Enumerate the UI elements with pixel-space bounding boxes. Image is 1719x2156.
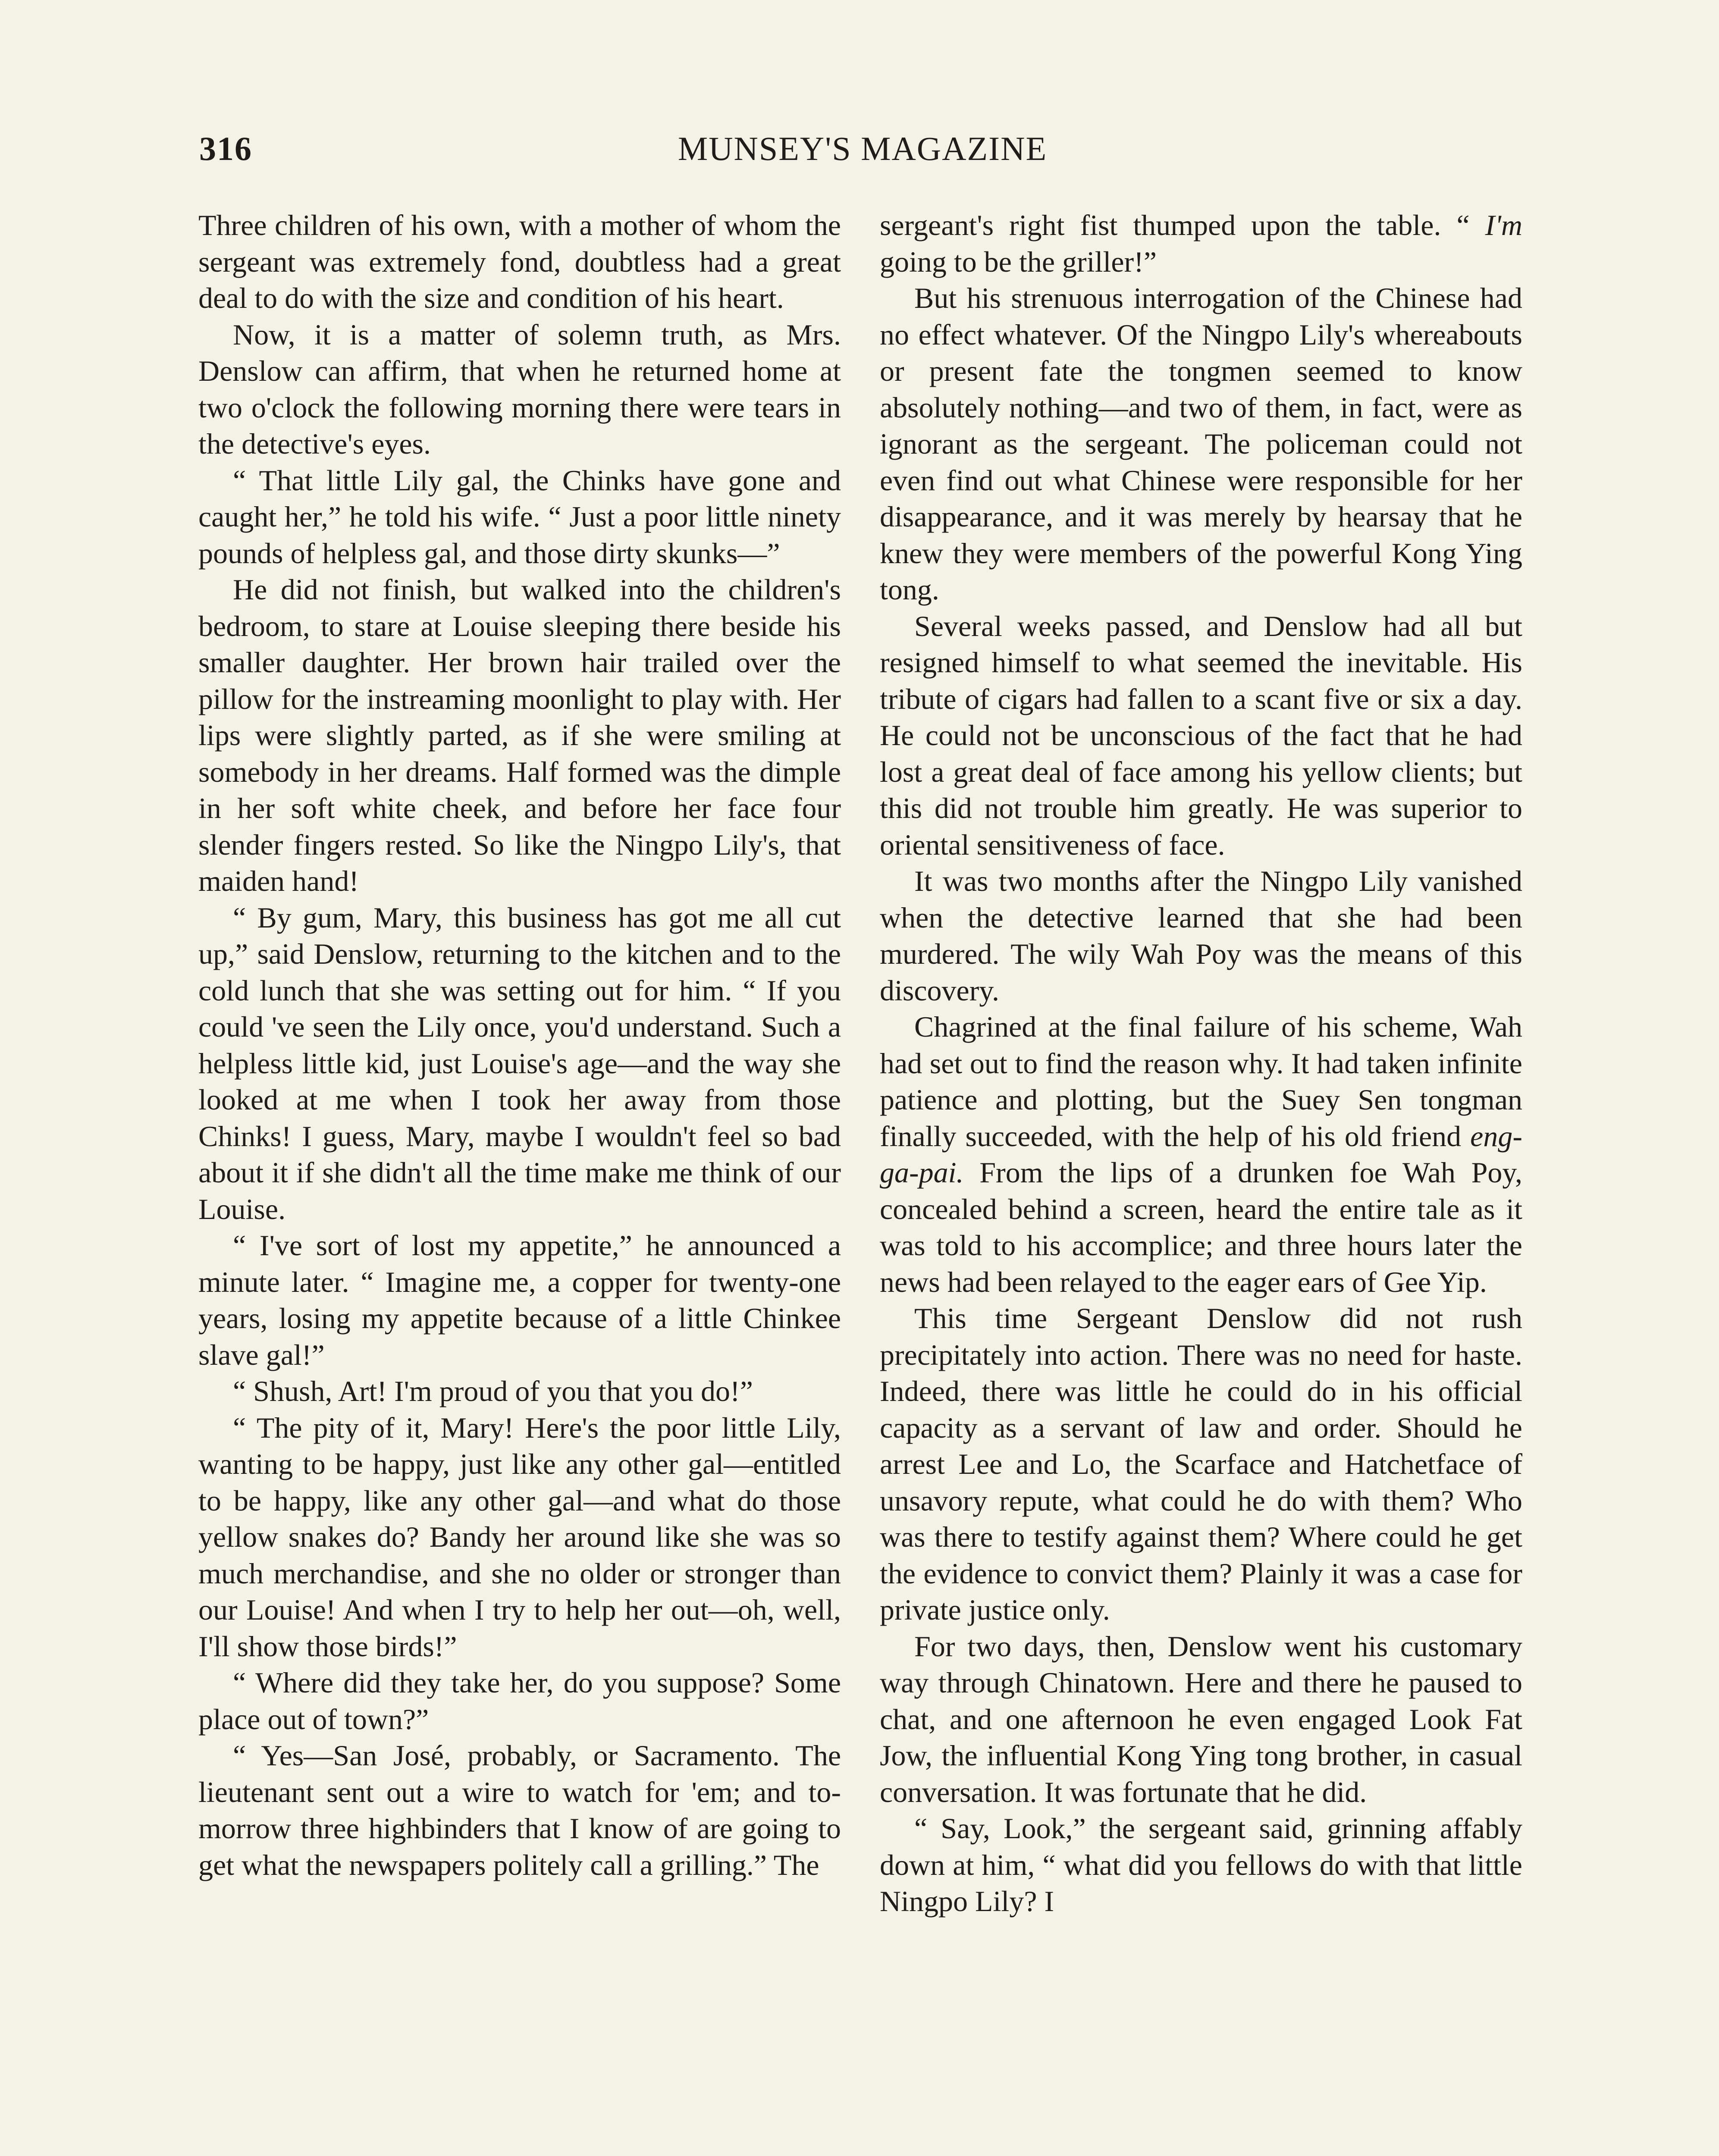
paragraph: It was two months after the Ningpo Lily vanished when the detective learned that she had been murdered. The wily Wah Poy was the means of this discovery. [880,865,1522,1007]
running-head: MUNSEY'S MAGAZINE [678,130,1048,167]
paragraph: He did not finish, but walked into the children's bedroom, to stare at Louise sleeping there beside his smaller daughter. Her brown hair trailed over the pillow for the instreaming moonlight to play with. Her lips were slightly parted, as if she were smiling at somebody in her dreams. Half formed was the dimple in her soft white cheek, and before her face four slender fingers rested. So like the Ningpo Lily's, that maiden hand! [198,573,841,897]
paragraph: “ Where did they take her, do you suppose? Some place out of town?” [198,1666,841,1736]
text-run: From the lips of a drunken foe Wah Poy, concealed behind a screen, heard the entire tale as it was told to his accomplice; and three hours later the news had been relayed to the eager ears of Gee Yip. [880,1156,1522,1298]
paragraph: Now, it is a matter of solemn truth, as Mrs. Denslow can affirm, that when he returned home at two o'clock the following morning there were tears in the detective's eyes. [198,318,841,460]
right-column [880,207,1522,1920]
italic-text: I'm [1485,209,1522,241]
page-number: 316 [199,130,252,167]
paragraph: For two days, then, Denslow went his customary way through Chinatown. Here and there he paused to chat, and one afternoon he even engaged Look Fat Jow, the influential Kong Ying tong brother, in casual conversation. It was fortunate that he did. [880,1630,1522,1808]
paragraph: But his strenuous interrogation of the Chinese had no effect whatever. Of the Ningpo Lily's whereabouts or present fate the tongmen seemed to know absolutely nothing—and two of them, in fact, were as ignorant as the sergeant. The policeman could not even find out what Chinese were responsible for her disappearance, and it was merely by hearsay that he knew they were members of the powerful Kong Ying tong. [880,282,1522,606]
left-column [198,207,841,1883]
paragraph: “ That little Lily gal, the Chinks have gone and caught her,” he told his wife. “ Just a poor little ninety pounds of helpless gal, and those dirty skunks—” [198,464,841,570]
italic-text: eng-ga-pai. [880,1119,1522,1189]
paragraph: “ Say, Look,” the sergeant said, grinning affably down at him, “ what did you fellows do with that little Ningpo Lily? I [880,1812,1522,1918]
paragraph: This time Sergeant Denslow did not rush precipitately into action. There was no need for haste. Indeed, there was little he could do in his official capacity as a servant of law and order. Should he arrest Lee and Lo, the Scarface and Hatchetface of unsavory repute, what could he do with them? Who was there to testify against them? Where could he get the evidence to convict them? Plainly it was a case for private justice only. [880,1302,1522,1626]
paragraph: Several weeks passed, and Denslow had all but resigned himself to what seemed the inevitable. His tribute of cigars had fallen to a scant five or six a day. He could not be unconscious of the fact that he had lost a great deal of face among his yellow clients; but this did not trouble him greatly. He was superior to oriental sensitiveness of face. [880,609,1522,861]
paragraph: “ The pity of it, Mary! Here's the poor little Lily, wanting to be happy, just like any other gal—entitled to be happy, like any other gal—and what do those yellow snakes do? Bandy her around like she was so much merchandise, and she no older or stronger than our Louise! And when I try to help her out—oh, well, I'll show those birds!” [198,1411,841,1663]
paragraph [880,1009,1522,1300]
text-run: going to be the griller!” [880,245,1157,278]
page-header [199,129,1526,181]
paragraph [880,207,1522,280]
paragraph: “ By gum, Mary, this business has got me all cut up,” said Denslow, returning to the kitchen and to the cold lunch that she was setting out for him. “ If you could 've seen the Lily once, you'd understand. Such a helpless little kid, just Louise's age—and the way she looked at me when I took her away from those Chinks! I guess, Mary, maybe I wouldn't feel so bad about it if she didn't all the time make me think of our Louise. [198,901,841,1225]
text-run: Chagrined at the final failure of his scheme, Wah had set out to find the reason why. It had taken infinite patience and plotting, but the Suey Sen tongman finally succeeded, with the help of his old friend [880,1010,1522,1153]
paragraph: “ I've sort of lost my appetite,” he announced a minute later. “ Imagine me, a copper for twenty-one years, losing my appetite because of a little Chinkee slave gal!” [198,1229,841,1371]
paragraph: “ Shush, Art! I'm proud of you that you do!” [233,1375,753,1407]
paragraph: “ Yes—San José, probably, or Sacramento. The lieutenant sent out a wire to watch for 'em; and to-morrow three highbinders that I know of are going to get what the newspapers politely call a grilling.” The [198,1739,841,1881]
text-run: sergeant's right fist thumped upon the table. “ [880,209,1485,241]
paragraph: Three children of his own, with a mother of whom the sergeant was extremely fond, doubtless had a great deal to do with the size and condition of his heart. [198,209,841,314]
